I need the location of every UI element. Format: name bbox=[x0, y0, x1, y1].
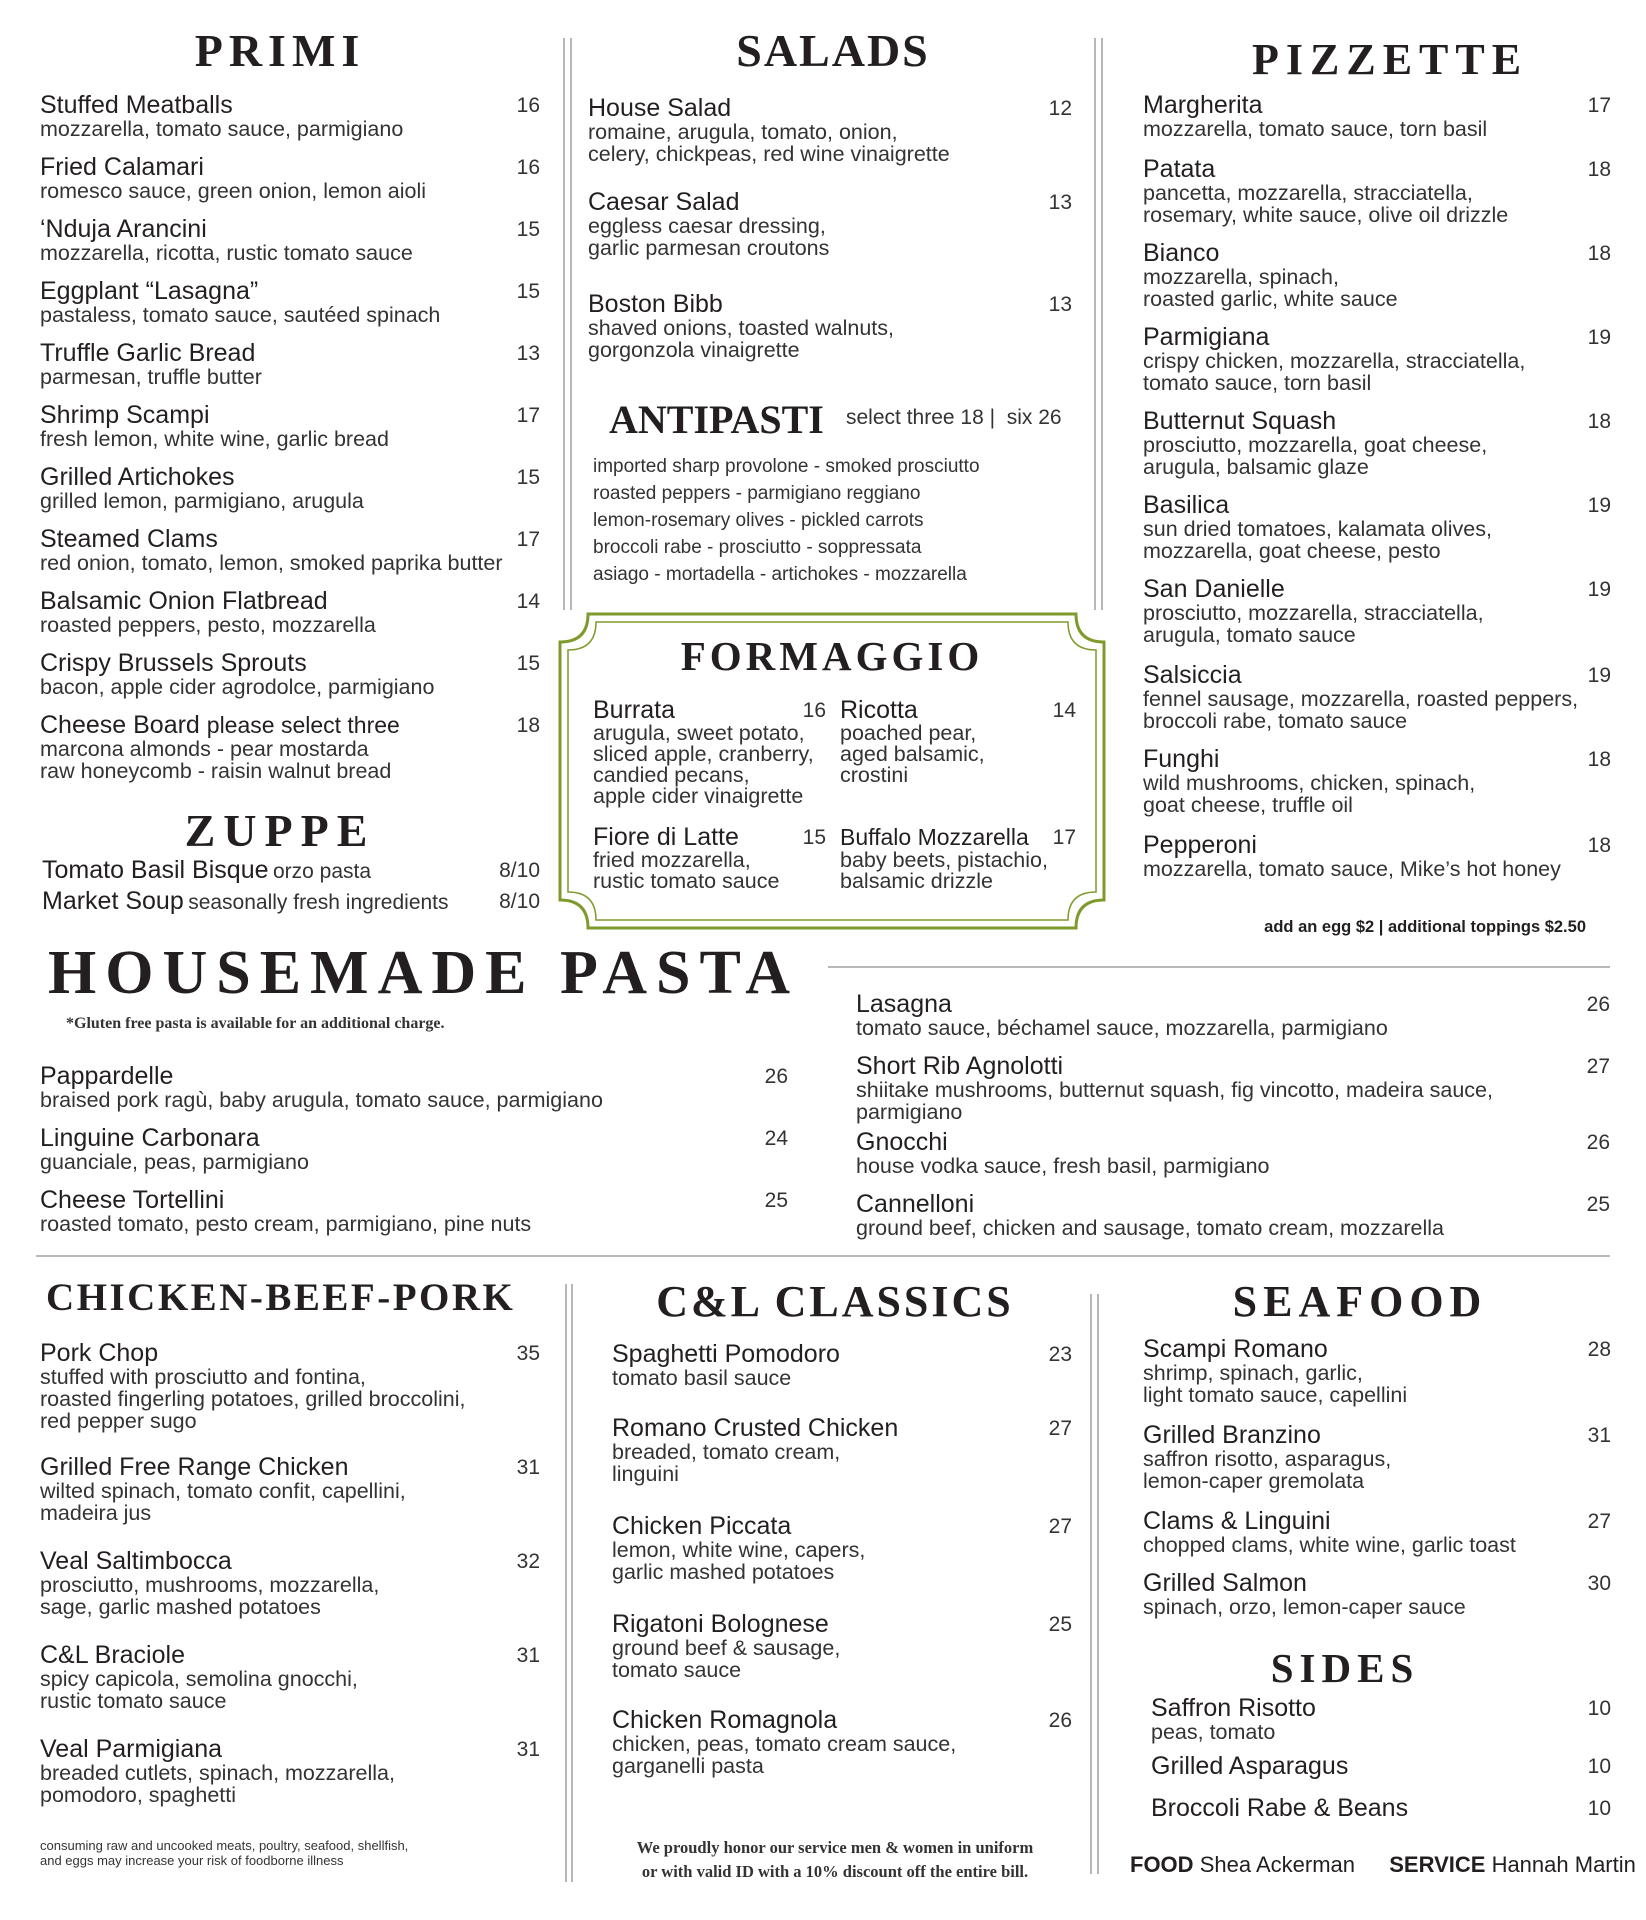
item-price: 26 bbox=[1586, 1131, 1610, 1154]
item-price: 10 bbox=[1587, 1755, 1611, 1778]
menu-item bbox=[42, 888, 540, 919]
item-price: 17 bbox=[516, 528, 540, 551]
seafood-list bbox=[1143, 1336, 1611, 1632]
menu-item bbox=[612, 1707, 1072, 1777]
item-desc: gorgonzola vinaigrette bbox=[588, 338, 800, 362]
item-desc: bacon, apple cider agrodolce, parmigiano bbox=[40, 675, 435, 699]
item-name: Grilled Free Range Chicken bbox=[40, 1453, 349, 1481]
item-name: Cannelloni bbox=[856, 1190, 975, 1218]
item-name: Buffalo Mozzarella bbox=[840, 824, 1029, 850]
menu-item bbox=[1143, 156, 1611, 226]
menu-item bbox=[40, 1063, 788, 1111]
item-name: Cheese Board bbox=[40, 711, 200, 739]
item-name: Eggplant “Lasagna” bbox=[40, 277, 259, 305]
item-name: Bianco bbox=[1143, 239, 1220, 267]
item-desc: rustic tomato sauce bbox=[40, 1689, 227, 1713]
item-desc: pancetta, mozzarella, stracciatella, bbox=[1143, 181, 1473, 205]
formaggio-heading: FORMAGGIO bbox=[680, 633, 984, 679]
item-price: 24 bbox=[764, 1127, 788, 1150]
menu-item bbox=[1143, 832, 1611, 880]
menu-item bbox=[1143, 1422, 1611, 1492]
item-desc: broccoli rabe, tomato sauce bbox=[1143, 709, 1408, 733]
section-rule bbox=[36, 1255, 1610, 1257]
item-desc: braised pork ragù, baby arugula, tomato sauce, parmigiano bbox=[40, 1088, 603, 1112]
item-desc: pastaless, tomato sauce, sautéed spinach bbox=[40, 303, 441, 327]
item-desc: prosciutto, mozzarella, goat cheese, bbox=[1143, 433, 1488, 457]
menu-item bbox=[612, 1415, 1072, 1485]
item-price: 13 bbox=[516, 342, 540, 365]
item-name: Veal Parmigiana bbox=[40, 1735, 223, 1763]
item-price: 15 bbox=[516, 652, 540, 675]
menu-item bbox=[1143, 662, 1611, 732]
seafood-heading: SEAFOOD bbox=[1232, 1277, 1488, 1326]
item-name: Salsiccia bbox=[1143, 661, 1242, 689]
item-name: Steamed Clams bbox=[40, 525, 218, 553]
pasta-left-list bbox=[40, 1063, 788, 1249]
item-name: San Danielle bbox=[1143, 575, 1285, 603]
pasta-right-list bbox=[856, 991, 1610, 1253]
menu-item bbox=[40, 1125, 788, 1173]
item-name: Margherita bbox=[1143, 91, 1263, 119]
item-price: 26 bbox=[1586, 993, 1610, 1016]
menu-item bbox=[40, 1454, 540, 1524]
item-price: 8/10 bbox=[499, 859, 540, 882]
formaggio-item-buffalo bbox=[840, 824, 1076, 892]
item-desc: wild mushrooms, chicken, spinach, bbox=[1143, 771, 1476, 795]
military-discount bbox=[590, 1836, 1080, 1884]
menu-item bbox=[856, 1191, 1610, 1239]
salads-heading: SALADS bbox=[736, 25, 930, 76]
item-desc: wilted spinach, tomato confit, capellini, bbox=[40, 1479, 406, 1503]
item-desc: garganelli pasta bbox=[612, 1754, 764, 1778]
service-label: SERVICE bbox=[1389, 1852, 1486, 1877]
item-desc: madeira jus bbox=[40, 1501, 152, 1525]
item-price: 19 bbox=[1587, 664, 1611, 687]
item-name: Shrimp Scampi bbox=[40, 401, 210, 429]
item-desc: poached pear, bbox=[840, 721, 977, 745]
menu-item bbox=[40, 1642, 540, 1712]
item-name: Clams & Linguini bbox=[1143, 1507, 1331, 1535]
antipasti-line: lemon-rosemary olives - pickled carrots bbox=[593, 510, 924, 531]
item-price: 31 bbox=[516, 1644, 540, 1667]
item-price: 25 bbox=[764, 1189, 788, 1212]
item-note: seasonally fresh ingredients bbox=[188, 891, 449, 914]
item-name: C&L Braciole bbox=[40, 1641, 185, 1669]
item-price: 17 bbox=[516, 404, 540, 427]
antipasti-line: imported sharp provolone - smoked prosciutto bbox=[593, 456, 980, 477]
menu-item bbox=[1143, 408, 1611, 478]
item-price: 15 bbox=[516, 218, 540, 241]
item-desc: house vodka sauce, fresh basil, parmigiano bbox=[856, 1154, 1270, 1178]
pizzette-addons: add an egg $2 | additional toppings $2.50 bbox=[1264, 918, 1586, 936]
item-desc: breaded, tomato cream, bbox=[612, 1440, 841, 1464]
item-name: Tomato Basil Bisque bbox=[42, 856, 269, 884]
item-desc: red pepper sugo bbox=[40, 1409, 197, 1433]
menu-item bbox=[1151, 1795, 1611, 1821]
sides-list bbox=[1151, 1695, 1611, 1831]
column-divider bbox=[570, 38, 572, 610]
item-price: 18 bbox=[1587, 410, 1611, 433]
item-price: 18 bbox=[1587, 834, 1611, 857]
menu-item bbox=[1143, 492, 1611, 562]
item-name: Parmigiana bbox=[1143, 323, 1270, 351]
item-name: Funghi bbox=[1143, 745, 1220, 773]
item-price: 13 bbox=[1048, 293, 1072, 316]
menu-item bbox=[1151, 1695, 1611, 1743]
classics-heading: C&L CLASSICS bbox=[656, 1277, 1014, 1326]
item-note: please select three bbox=[206, 712, 400, 738]
item-desc: goat cheese, truffle oil bbox=[1143, 793, 1353, 817]
item-desc: roasted fingerling potatoes, grilled broccolini, bbox=[40, 1387, 466, 1411]
menu-item bbox=[1143, 1508, 1611, 1556]
item-desc: shaved onions, toasted walnuts, bbox=[588, 316, 894, 340]
antipasti-list bbox=[593, 453, 1073, 588]
menu-item bbox=[612, 1513, 1072, 1583]
item-price: 14 bbox=[1052, 699, 1076, 722]
item-price: 27 bbox=[1048, 1417, 1072, 1440]
item-price: 27 bbox=[1587, 1510, 1611, 1533]
menu-item bbox=[1143, 576, 1611, 646]
menu-item bbox=[588, 95, 1072, 165]
item-name: Grilled Asparagus bbox=[1151, 1752, 1349, 1780]
item-price: 15 bbox=[516, 466, 540, 489]
item-name: Pepperoni bbox=[1143, 831, 1257, 859]
item-name: Spaghetti Pomodoro bbox=[612, 1340, 840, 1368]
menu-item bbox=[588, 189, 1072, 259]
item-desc: raw honeycomb - raisin walnut bread bbox=[40, 759, 392, 783]
pasta-heading: HOUSEMADE PASTA bbox=[48, 939, 800, 1007]
item-name: Market Soup bbox=[42, 887, 184, 915]
item-desc: shrimp, spinach, garlic, bbox=[1143, 1361, 1363, 1385]
zuppe-heading: ZUPPE bbox=[184, 805, 376, 856]
menu-item bbox=[40, 402, 540, 450]
item-desc: chopped clams, white wine, garlic toast bbox=[1143, 1533, 1516, 1557]
pasta-rule bbox=[828, 966, 1610, 968]
item-desc: tomato sauce, béchamel sauce, mozzarella, parmigiano bbox=[856, 1016, 1388, 1040]
item-desc: fried mozzarella, bbox=[593, 848, 751, 872]
item-price: 19 bbox=[1587, 494, 1611, 517]
item-desc: fennel sausage, mozzarella, roasted peppers, bbox=[1143, 687, 1579, 711]
menu-item bbox=[40, 154, 540, 202]
antipasti-heading: ANTIPASTI bbox=[609, 397, 824, 442]
formaggio-item-ricotta bbox=[840, 697, 1076, 786]
item-name: Stuffed Meatballs bbox=[40, 91, 233, 119]
item-price: 19 bbox=[1587, 578, 1611, 601]
item-price: 25 bbox=[1048, 1613, 1072, 1636]
item-name: Butternut Squash bbox=[1143, 407, 1337, 435]
column-divider bbox=[571, 1284, 573, 1882]
item-name: Veal Saltimbocca bbox=[40, 1547, 232, 1575]
column-divider bbox=[1097, 1294, 1099, 1874]
menu-item bbox=[40, 588, 540, 636]
menu-item bbox=[40, 278, 540, 326]
item-desc: rosemary, white sauce, olive oil drizzle bbox=[1143, 203, 1509, 227]
item-desc: aged balsamic, bbox=[840, 742, 985, 766]
menu-item bbox=[1143, 1336, 1611, 1406]
item-desc: ground beef, chicken and sausage, tomato cream, mozzarella bbox=[856, 1216, 1444, 1240]
item-desc: roasted tomato, pesto cream, parmigiano, pine nuts bbox=[40, 1212, 532, 1236]
menu-item bbox=[40, 712, 540, 782]
sides-heading: SIDES bbox=[1270, 1645, 1420, 1691]
antipasti-pricing: select three 18 | six 26 bbox=[846, 406, 1062, 429]
item-name: Fried Calamari bbox=[40, 153, 204, 181]
item-price: 19 bbox=[1587, 326, 1611, 349]
item-name: Patata bbox=[1143, 155, 1216, 183]
item-desc: saffron risotto, asparagus, bbox=[1143, 1447, 1392, 1471]
salads-list bbox=[588, 95, 1072, 361]
item-desc: lemon, white wine, capers, bbox=[612, 1538, 866, 1562]
item-desc: grilled lemon, parmigiano, arugula bbox=[40, 489, 364, 513]
item-price: 12 bbox=[1048, 97, 1072, 120]
item-name: ‘Nduja Arancini bbox=[40, 215, 207, 243]
menu-item bbox=[40, 92, 540, 140]
item-price: 27 bbox=[1048, 1515, 1072, 1538]
item-desc: crostini bbox=[840, 763, 909, 787]
classics-list bbox=[612, 1341, 1072, 1797]
item-price: 25 bbox=[1586, 1193, 1610, 1216]
item-desc: mozzarella, spinach, bbox=[1143, 265, 1339, 289]
menu-item bbox=[40, 1340, 540, 1432]
item-name: Caesar Salad bbox=[588, 188, 740, 216]
item-desc: guanciale, peas, parmigiano bbox=[40, 1150, 309, 1174]
item-price: 18 bbox=[516, 714, 540, 737]
honor-line: or with valid ID with a 10% discount off the entire bill. bbox=[641, 1862, 1029, 1881]
item-name: Crispy Brussels Sprouts bbox=[40, 649, 307, 677]
menu-item bbox=[1151, 1753, 1611, 1779]
item-desc: pomodoro, spaghetti bbox=[40, 1783, 237, 1807]
food-name: Shea Ackerman bbox=[1199, 1852, 1355, 1877]
menu-item bbox=[612, 1611, 1072, 1681]
column-divider bbox=[563, 38, 565, 610]
item-price: 14 bbox=[516, 590, 540, 613]
item-price: 23 bbox=[1048, 1343, 1072, 1366]
item-name: Fiore di Latte bbox=[593, 823, 739, 851]
item-desc: lemon-caper gremolata bbox=[1143, 1469, 1365, 1493]
item-price: 8/10 bbox=[499, 890, 540, 913]
menu-item bbox=[856, 1053, 1610, 1123]
item-price: 26 bbox=[1048, 1709, 1072, 1732]
item-desc: chicken, peas, tomato cream sauce, bbox=[612, 1732, 957, 1756]
item-desc: garlic mashed potatoes bbox=[612, 1560, 835, 1584]
item-price: 10 bbox=[1587, 1697, 1611, 1720]
item-desc: marcona almonds - pear mostarda bbox=[40, 737, 369, 761]
antipasti-line: asiago - mortadella - artichokes - mozzarella bbox=[593, 564, 967, 585]
item-desc: romesco sauce, green onion, lemon aioli bbox=[40, 179, 427, 203]
item-price: 15 bbox=[516, 280, 540, 303]
item-desc: arugula, tomato sauce bbox=[1143, 623, 1356, 647]
antipasti-line: broccoli rabe - prosciutto - soppressata bbox=[593, 537, 922, 558]
item-desc: stuffed with prosciutto and fontina, bbox=[40, 1365, 366, 1389]
primi-heading: PRIMI bbox=[194, 25, 366, 76]
item-desc: prosciutto, mozzarella, stracciatella, bbox=[1143, 601, 1484, 625]
item-desc: breaded cutlets, spinach, mozzarella, bbox=[40, 1761, 395, 1785]
item-price: 10 bbox=[1587, 1797, 1611, 1820]
item-price: 15 bbox=[802, 826, 826, 849]
credits bbox=[1130, 1852, 1636, 1878]
item-price: 26 bbox=[764, 1065, 788, 1088]
item-desc: romaine, arugula, tomato, onion, bbox=[588, 120, 898, 144]
item-desc: baby beets, pistachio, bbox=[840, 848, 1048, 872]
column-divider bbox=[1094, 38, 1096, 610]
item-desc: sage, garlic mashed potatoes bbox=[40, 1595, 321, 1619]
formaggio-item-fiore bbox=[593, 824, 826, 892]
item-name: Lasagna bbox=[856, 990, 952, 1018]
item-name: Basilica bbox=[1143, 491, 1230, 519]
item-desc: mozzarella, goat cheese, pesto bbox=[1143, 539, 1441, 563]
menu-item bbox=[588, 291, 1072, 361]
item-desc: tomato basil sauce bbox=[612, 1366, 792, 1390]
menu-item bbox=[40, 1736, 540, 1806]
item-name: Boston Bibb bbox=[588, 290, 723, 318]
item-desc: parmesan, truffle butter bbox=[40, 365, 262, 389]
item-note: orzo pasta bbox=[272, 860, 372, 883]
item-name: Scampi Romano bbox=[1143, 1335, 1328, 1363]
primi-list bbox=[40, 92, 540, 782]
item-name: Linguine Carbonara bbox=[40, 1124, 260, 1152]
item-desc: roasted peppers, pesto, mozzarella bbox=[40, 613, 376, 637]
column-divider bbox=[1101, 38, 1103, 610]
honor-line: We proudly honor our service men & women in uniform bbox=[636, 1838, 1034, 1857]
menu-item bbox=[1143, 92, 1611, 140]
item-name: Gnocchi bbox=[856, 1128, 948, 1156]
menu-item bbox=[856, 991, 1610, 1039]
item-desc: parmigiano bbox=[856, 1100, 963, 1124]
item-desc: garlic parmesan croutons bbox=[588, 236, 830, 260]
item-desc: arugula, sweet potato, bbox=[593, 721, 805, 745]
menu-item bbox=[612, 1341, 1072, 1389]
item-price: 31 bbox=[516, 1456, 540, 1479]
pizzette-heading: PIZZETTE bbox=[1252, 35, 1529, 84]
menu-item bbox=[40, 464, 540, 512]
warning-line: and eggs may increase your risk of foodborne illness bbox=[40, 1853, 344, 1868]
item-price: 18 bbox=[1587, 242, 1611, 265]
menu-item bbox=[40, 650, 540, 698]
formaggio-item-burrata bbox=[593, 697, 826, 807]
item-price: 17 bbox=[1587, 94, 1611, 117]
menu-item bbox=[40, 526, 540, 574]
item-price: 18 bbox=[1587, 158, 1611, 181]
menu-item bbox=[1143, 240, 1611, 310]
cbp-list bbox=[40, 1340, 540, 1826]
item-price: 35 bbox=[516, 1342, 540, 1365]
item-name: Grilled Salmon bbox=[1143, 1569, 1307, 1597]
item-name: Chicken Piccata bbox=[612, 1512, 792, 1540]
item-desc: tomato sauce, torn basil bbox=[1143, 371, 1372, 395]
item-name: Pork Chop bbox=[40, 1339, 159, 1367]
item-name: Saffron Risotto bbox=[1151, 1694, 1316, 1722]
item-desc: sliced apple, cranberry, bbox=[593, 742, 814, 766]
gluten-note: *Gluten free pasta is available for an additional charge. bbox=[66, 1015, 445, 1032]
cbp-heading: CHICKEN-BEEF-PORK bbox=[46, 1276, 516, 1319]
item-name: Grilled Branzino bbox=[1143, 1421, 1321, 1449]
item-name: Burrata bbox=[593, 696, 675, 724]
item-desc: eggless caesar dressing, bbox=[588, 214, 826, 238]
item-desc: shiitake mushrooms, butternut squash, fig vincotto, madeira sauce, bbox=[856, 1078, 1493, 1102]
column-divider bbox=[1090, 1294, 1092, 1874]
item-desc: light tomato sauce, capellini bbox=[1143, 1383, 1408, 1407]
menu-item bbox=[40, 1187, 788, 1235]
zuppe-list bbox=[42, 857, 540, 919]
item-desc: apple cider vinaigrette bbox=[593, 784, 804, 808]
item-desc: mozzarella, tomato sauce, torn basil bbox=[1143, 117, 1488, 141]
item-price: 31 bbox=[516, 1738, 540, 1761]
item-desc: mozzarella, tomato sauce, parmigiano bbox=[40, 117, 404, 141]
item-desc: peas, tomato bbox=[1151, 1720, 1276, 1744]
item-price: 32 bbox=[516, 1550, 540, 1573]
item-price: 13 bbox=[1048, 191, 1072, 214]
item-desc: tomato sauce bbox=[612, 1658, 742, 1682]
item-desc: mozzarella, tomato sauce, Mike’s hot honey bbox=[1143, 857, 1561, 881]
item-desc: crispy chicken, mozzarella, stracciatella, bbox=[1143, 349, 1526, 373]
item-name: House Salad bbox=[588, 94, 732, 122]
item-name: Pappardelle bbox=[40, 1062, 174, 1090]
item-desc: fresh lemon, white wine, garlic bread bbox=[40, 427, 389, 451]
item-price: 27 bbox=[1586, 1055, 1610, 1078]
item-desc: celery, chickpeas, red wine vinaigrette bbox=[588, 142, 950, 166]
menu-item bbox=[42, 857, 540, 888]
item-name: Broccoli Rabe & Beans bbox=[1151, 1794, 1409, 1822]
item-name: Chicken Romagnola bbox=[612, 1706, 838, 1734]
item-desc: ground beef & sausage, bbox=[612, 1636, 841, 1660]
column-divider bbox=[565, 1284, 567, 1882]
item-price: 17 bbox=[1052, 826, 1076, 849]
item-desc: linguini bbox=[612, 1462, 679, 1486]
service-name: Hannah Martin bbox=[1491, 1852, 1636, 1877]
item-desc: balsamic drizzle bbox=[840, 869, 993, 893]
item-desc: roasted garlic, white sauce bbox=[1143, 287, 1398, 311]
food-label: FOOD bbox=[1130, 1852, 1194, 1877]
item-price: 16 bbox=[516, 94, 540, 117]
item-desc: spicy capicola, semolina gnocchi, bbox=[40, 1667, 358, 1691]
menu-item bbox=[1143, 746, 1611, 816]
foodborne-warning bbox=[40, 1838, 408, 1868]
item-name: Rigatoni Bolognese bbox=[612, 1610, 829, 1638]
antipasti-line: roasted peppers - parmigiano reggiano bbox=[593, 483, 921, 504]
item-desc: candied pecans, bbox=[593, 763, 750, 787]
item-name: Short Rib Agnolotti bbox=[856, 1052, 1064, 1080]
item-name: Ricotta bbox=[840, 696, 918, 724]
item-desc: prosciutto, mushrooms, mozzarella, bbox=[40, 1573, 380, 1597]
menu-item bbox=[40, 340, 540, 388]
item-desc: red onion, tomato, lemon, smoked paprika butter bbox=[40, 551, 503, 575]
menu-item bbox=[856, 1129, 1610, 1177]
menu-item bbox=[1143, 1570, 1611, 1618]
item-price: 28 bbox=[1587, 1338, 1611, 1361]
item-name: Romano Crusted Chicken bbox=[612, 1414, 899, 1442]
menu-item bbox=[1143, 324, 1611, 394]
item-name: Cheese Tortellini bbox=[40, 1186, 225, 1214]
warning-line: consuming raw and uncooked meats, poultry, seafood, shellfish, bbox=[40, 1838, 409, 1853]
item-desc: spinach, orzo, lemon-caper sauce bbox=[1143, 1595, 1466, 1619]
item-desc: sun dried tomatoes, kalamata olives, bbox=[1143, 517, 1492, 541]
item-name: Grilled Artichokes bbox=[40, 463, 235, 491]
item-price: 30 bbox=[1587, 1572, 1611, 1595]
item-price: 16 bbox=[802, 699, 826, 722]
item-price: 16 bbox=[516, 156, 540, 179]
menu-item bbox=[40, 216, 540, 264]
item-name: Truffle Garlic Bread bbox=[40, 339, 256, 367]
item-desc: arugula, balsamic glaze bbox=[1143, 455, 1369, 479]
item-desc: mozzarella, ricotta, rustic tomato sauce bbox=[40, 241, 413, 265]
pizzette-list bbox=[1143, 92, 1611, 894]
item-price: 18 bbox=[1587, 748, 1611, 771]
item-price: 31 bbox=[1587, 1424, 1611, 1447]
menu-item bbox=[40, 1548, 540, 1618]
item-name: Balsamic Onion Flatbread bbox=[40, 587, 328, 615]
item-desc: rustic tomato sauce bbox=[593, 869, 780, 893]
